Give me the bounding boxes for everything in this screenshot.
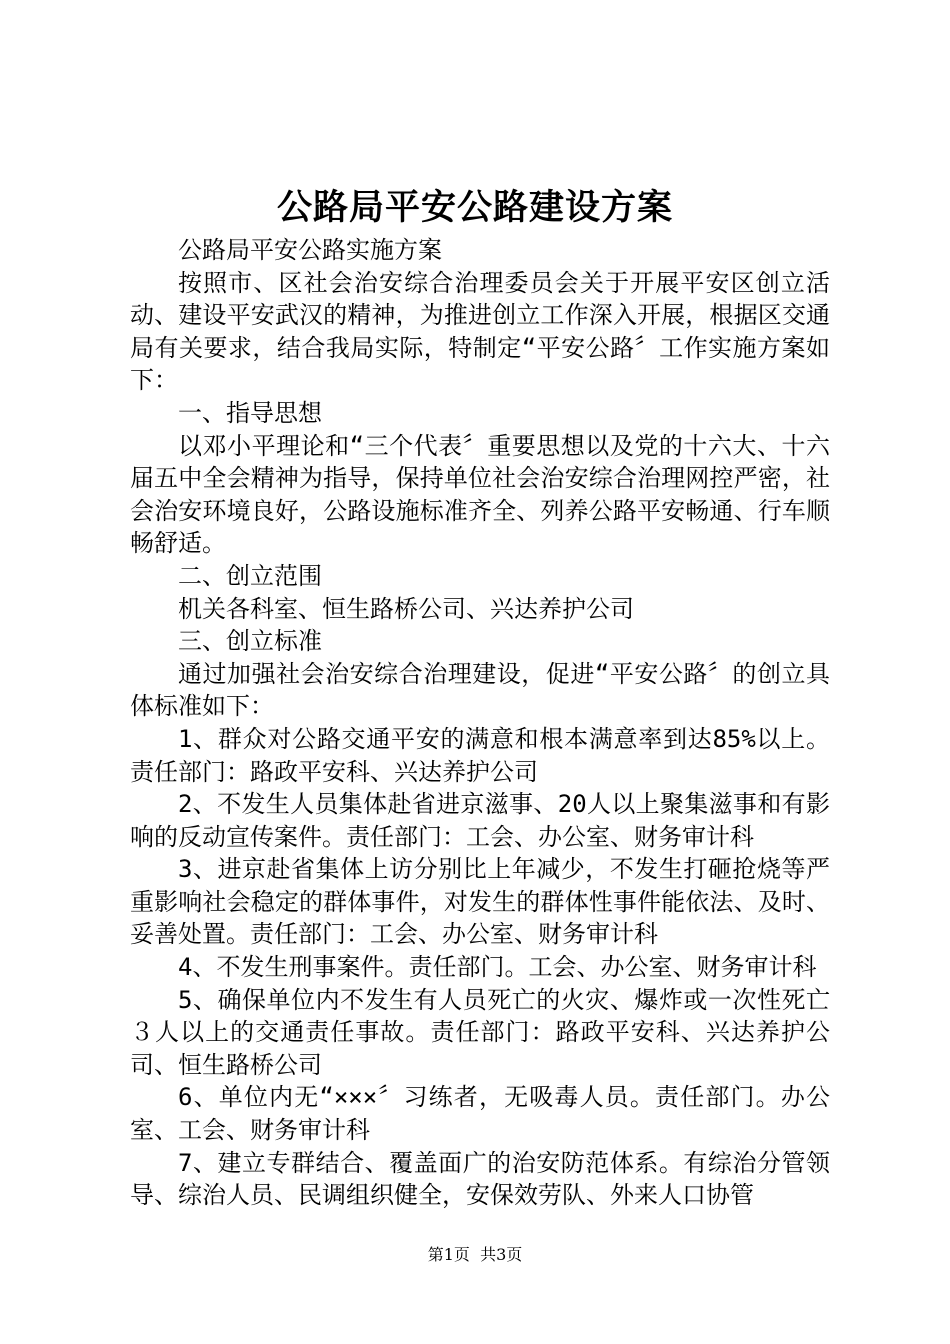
paragraph-intro: 按照市、区社会治安综合治理委员会关于开展平安区创立活动、建设平安武汉的精神，为推进创立工作深入开展，根据区交通局有关要求，结合我局实际，特制定“平安公路〞工作实施方案如下： bbox=[130, 268, 830, 395]
document-title: 公路局平安公路建设方案 bbox=[276, 187, 673, 228]
standard-item-1: 1、群众对公路交通平安的满意和根本满意率到达85%以上。责任部门：路政平安科、兴达养护公司 bbox=[130, 724, 830, 786]
standard-item-4: 4、不发生刑事案件。责任部门。工会、办公室、财务审计科 bbox=[178, 953, 817, 982]
standard-item-2: 2、不发生人员集体赴省进京滋事、20人以上聚集滋事和有影响的反动宣传案件。责任部门：工会、办公室、财务审计科 bbox=[130, 790, 830, 851]
standard-item-7: 7、建立专群结合、覆盖面广的治安防范体系。有综治分管领导、综治人员、民调组织健全，安保效劳队、外来人口协管 bbox=[130, 1148, 830, 1210]
standard-item-6: 6、单位内无“×××〞习练者，无吸毒人员。责任部门。办公室、工会、财务审计科 bbox=[130, 1083, 830, 1145]
document-body bbox=[130, 234, 830, 1212]
standard-item-3: 3、进京赴省集体上访分别比上年减少，不发生打砸抢烧等严重影响社会稳定的群体事件，对发生的群体性事件能依法、及时、妥善处置。责任部门：工会、办公室、财务审计科 bbox=[130, 855, 830, 949]
section-heading-scope: 二、创立范围 bbox=[178, 561, 322, 590]
section-heading-guiding-ideology: 一、指导思想 bbox=[178, 398, 322, 427]
page-total: 共3页 bbox=[480, 1245, 523, 1264]
page-number: 第1页 bbox=[427, 1245, 470, 1264]
page-footer bbox=[0, 1244, 950, 1266]
paragraph-standards-intro: 通过加强社会治安综合治理建设，促进“平安公路〞的创立具体标准如下： bbox=[130, 659, 830, 721]
section-heading-standards: 三、创立标准 bbox=[178, 627, 322, 656]
paragraph-subtitle: 公路局平安公路实施方案 bbox=[178, 236, 442, 264]
paragraph-guiding-ideology: 以邓小平理论和“三个代表〞重要思想以及党的十六大、十六届五中全会精神为指导，保持单位社会治安综合治理网控严密，社会治安环境良好，公路设施标准齐全、列养公路平安畅通、行车顺畅舒适。 bbox=[130, 431, 830, 558]
paragraph-scope: 机关各科室、恒生路桥公司、兴达养护公司 bbox=[178, 594, 634, 623]
standard-item-5: 5、确保单位内不发生有人员死亡的火灾、爆炸或一次性死亡３人以上的交通责任事故。责任部门：路政平安科、兴达养护公司、恒生路桥公司 bbox=[130, 985, 830, 1079]
